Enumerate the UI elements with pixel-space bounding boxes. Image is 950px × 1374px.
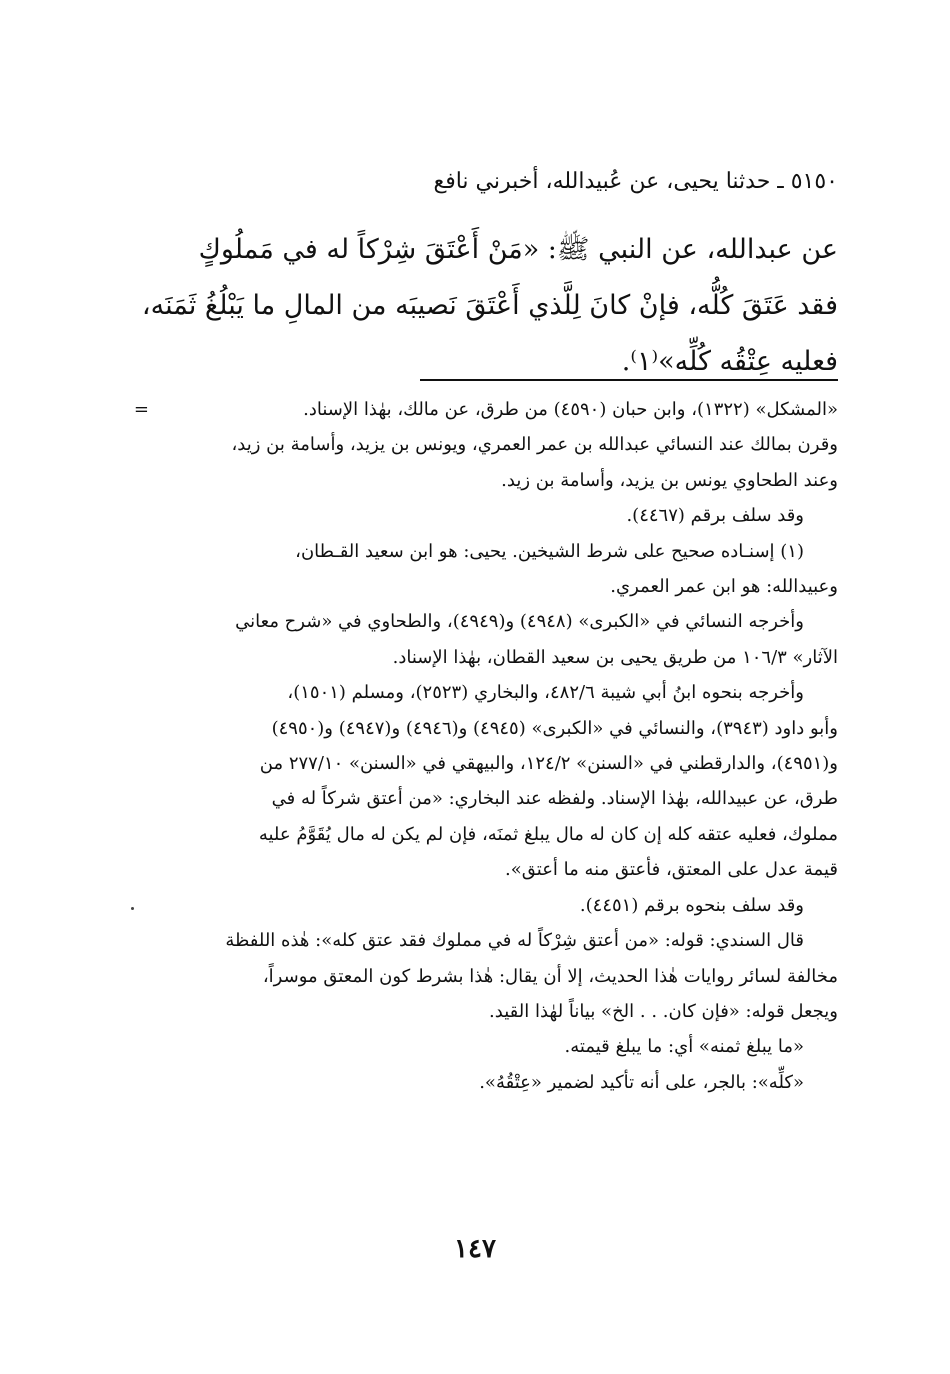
footnote-line: وقد سلف بنحوه برقم (٤٤٥١).: [579, 894, 804, 916]
footnote-line: طرق، عن عبيدالله، بهٰذا الإسناد. ولفظه عند البخاري: «من أعتق شركاً له في: [271, 788, 838, 810]
footnote-line: قال السندي: قوله: «من أعتق شِرْكاً له في مملوك فقد عتق كله»: هٰذه اللفظة: [225, 930, 804, 952]
footnote-line: وأبو داود (٣٩٤٣)، والنسائي في «الكبرى» (٤٩٤٥) و(٤٩٤٦) و(٤٩٤٧) و(٤٩٥٠): [271, 717, 838, 739]
footnote-line: وقرن بمالك عند النسائي عبدالله بن عمر العمري، ويونس بن يزيد، وأسامة بن زيد،: [231, 434, 838, 456]
margin-speck: [131, 907, 134, 910]
footnote-line: وأخرجه بنحوه ابنُ أبي شيبة ٤٨٢/٦، والبخاري (٢٥٢٣)، ومسلم (١٥٠١)،: [287, 682, 804, 704]
footnote-line: ويجعل قوله: «فإن كان. . . الخ» بياناً لهٰذا القيد.: [489, 1000, 838, 1022]
hadith-line: فعليه عِتْقُه كُلِّه»⁽١⁾.: [621, 346, 838, 377]
footnote-line: «ما يبلغ ثمنه» أي: ما يبلغ قيمته.: [564, 1036, 804, 1058]
footnote-line: وقد سلف برقم (٤٤٦٧).: [626, 505, 804, 527]
hadith-line: فقد عَتَقَ كُلُّه، فإنْ كانَ لِلَّذي أَعْتَقَ نَصيبَه من المالِ ما يَبْلُغُ ثَمَنَه،: [141, 290, 838, 321]
footnote-line: قيمة عدل على المعتق، فأعتق منه ما أعتق».: [505, 859, 838, 881]
hadith-text: [110, 222, 838, 390]
page-number: ١٤٧: [454, 1234, 496, 1264]
footnote-line: «كلِّه»: بالجر، على أنه تأكيد لضمير «عِتْقُهُ».: [479, 1071, 804, 1093]
footnote-line: الآثار» ١٠٦/٣ من طريق يحيى بن سعيد القطان، بهٰذا الإسناد.: [392, 646, 838, 668]
footnote-line: «المشكل» (١٣٢٢)، وابن حبان (٤٥٩٠) من طرق، عن مالك، بهٰذا الإسناد.: [303, 399, 838, 420]
footnote-line: وعبيدالله: هو ابن عمر العمري.: [610, 576, 838, 598]
footnotes: [108, 392, 838, 1100]
footnote-line: وعند الطحاوي يونس بن يزيد، وأسامة بن زيد.: [501, 469, 838, 491]
hadith-line: عن عبدالله، عن النبي ﷺ: «مَنْ أَعْتَقَ شِرْكاً له في مَملُوكٍ: [198, 234, 838, 265]
hadith-heading: ٥١٥٠ ـ حدثنا يحيى، عن عُبيدالله، أخبرني نافع: [433, 169, 838, 194]
footnote-continuation-mark: =: [133, 399, 149, 420]
footnote-line: وأخرجه النسائي في «الكبرى» (٤٩٤٨) و(٤٩٤٩)، والطحاوي في «شرح معاني: [235, 611, 804, 633]
footnote-line: (١) إسنـاده صحيح على شرط الشيخين. يحيى: هو ابن سعيد القـطان،: [295, 540, 804, 562]
footnote-separator: [420, 379, 838, 381]
footnote-line: مخالفة لسائر روايات هٰذا الحديث، إلا أن يقال: هٰذا بشرط كون المعتق موسراً،: [262, 965, 838, 987]
footnote-line: و(٤٩٥١)، والدارقطني في «السنن» ١٢٤/٢، والبيهقي في «السنن» ٢٧٧/١٠ من: [259, 753, 838, 775]
footnote-line: مملوك، فعليه عتقه كله إن كان له مال يبلغ ثمنَه، فإن لم يكن له مال يُقَوَّمُ عليه: [258, 823, 838, 845]
